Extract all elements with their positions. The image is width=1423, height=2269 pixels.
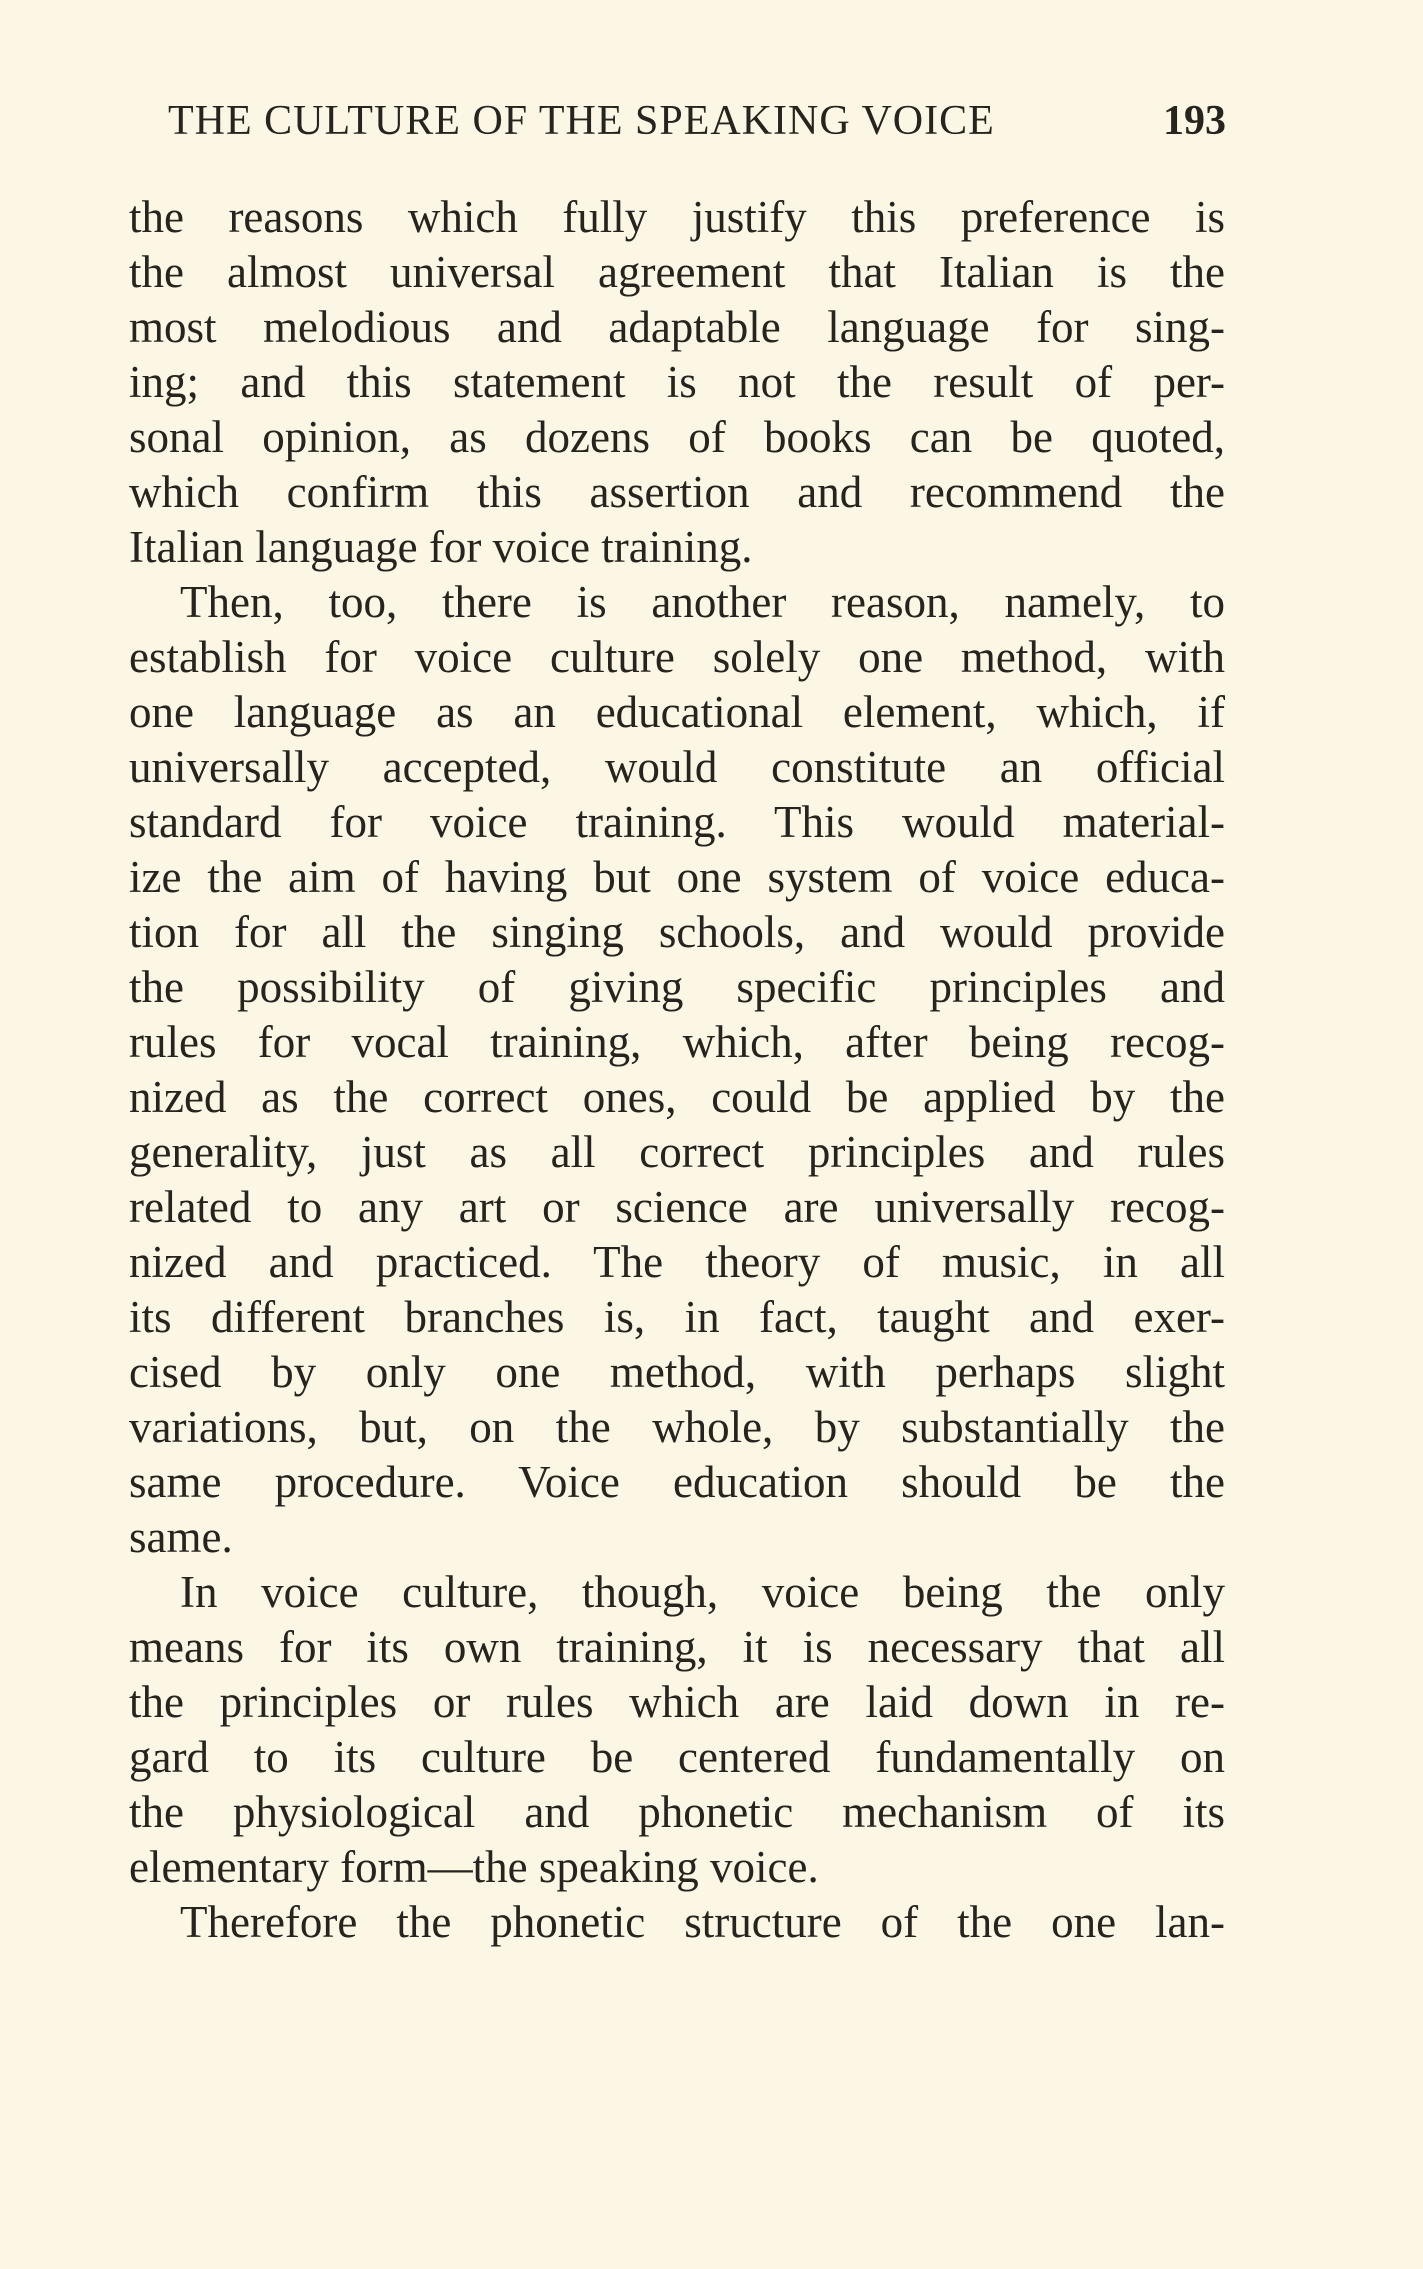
text-line: nized and practiced. The theory of music, in all [129,1237,1225,1287]
text-line: same. [129,1512,233,1562]
text-line: tion for all the singing schools, and would provide [129,907,1225,957]
text-line: the possibility of giving specific principles and [129,962,1225,1012]
text-line: the reasons which fully justify this preference is [129,192,1225,242]
text-line: the almost universal agreement that Italian is the [129,247,1225,297]
text-line: which confirm this assertion and recommend the [129,467,1225,517]
text-line: related to any art or science are universally recog- [129,1182,1225,1232]
paragraph-first-line: In voice culture, though, voice being the only [180,1567,1225,1617]
text-line: ing; and this statement is not the result of per- [129,357,1225,407]
text-line: Italian language for voice training. [129,522,753,572]
text-line: standard for voice training. This would material- [129,797,1225,847]
text-line: generality, just as all correct principles and rules [129,1127,1225,1177]
page-number: 193 [1163,98,1226,144]
text-line: means for its own training, it is necessary that all [129,1622,1225,1672]
text-line: gard to its culture be centered fundamentally on [129,1732,1225,1782]
text-line: the physiological and phonetic mechanism of its [129,1787,1225,1837]
text-line: its different branches is, in fact, taught and exer- [129,1292,1225,1342]
text-line: ize the aim of having but one system of voice educa- [129,852,1225,902]
text-line: one language as an educational element, which, if [129,687,1225,737]
paragraph-first-line: Then, too, there is another reason, namely, to [180,577,1225,627]
text-line: sonal opinion, as dozens of books can be quoted, [129,412,1225,462]
running-title: THE CULTURE OF THE SPEAKING VOICE [168,98,995,144]
text-line: cised by only one method, with perhaps slight [129,1347,1225,1397]
text-line: variations, but, on the whole, by substantially the [129,1402,1225,1452]
text-line: rules for vocal training, which, after being recog- [129,1017,1225,1067]
body-text [129,190,1225,1950]
text-line: same procedure. Voice education should be the [129,1457,1225,1507]
text-line: elementary form—the speaking voice. [129,1842,819,1892]
paragraph-first-line: Therefore the phonetic structure of the one lan- [180,1897,1225,1947]
text-line: nized as the correct ones, could be applied by the [129,1072,1225,1122]
text-line: most melodious and adaptable language for sing- [129,302,1225,352]
running-head [168,92,1226,150]
text-line: the principles or rules which are laid down in re- [129,1677,1225,1727]
text-line: universally accepted, would constitute an official [129,742,1225,792]
text-line: establish for voice culture solely one method, with [129,632,1225,682]
